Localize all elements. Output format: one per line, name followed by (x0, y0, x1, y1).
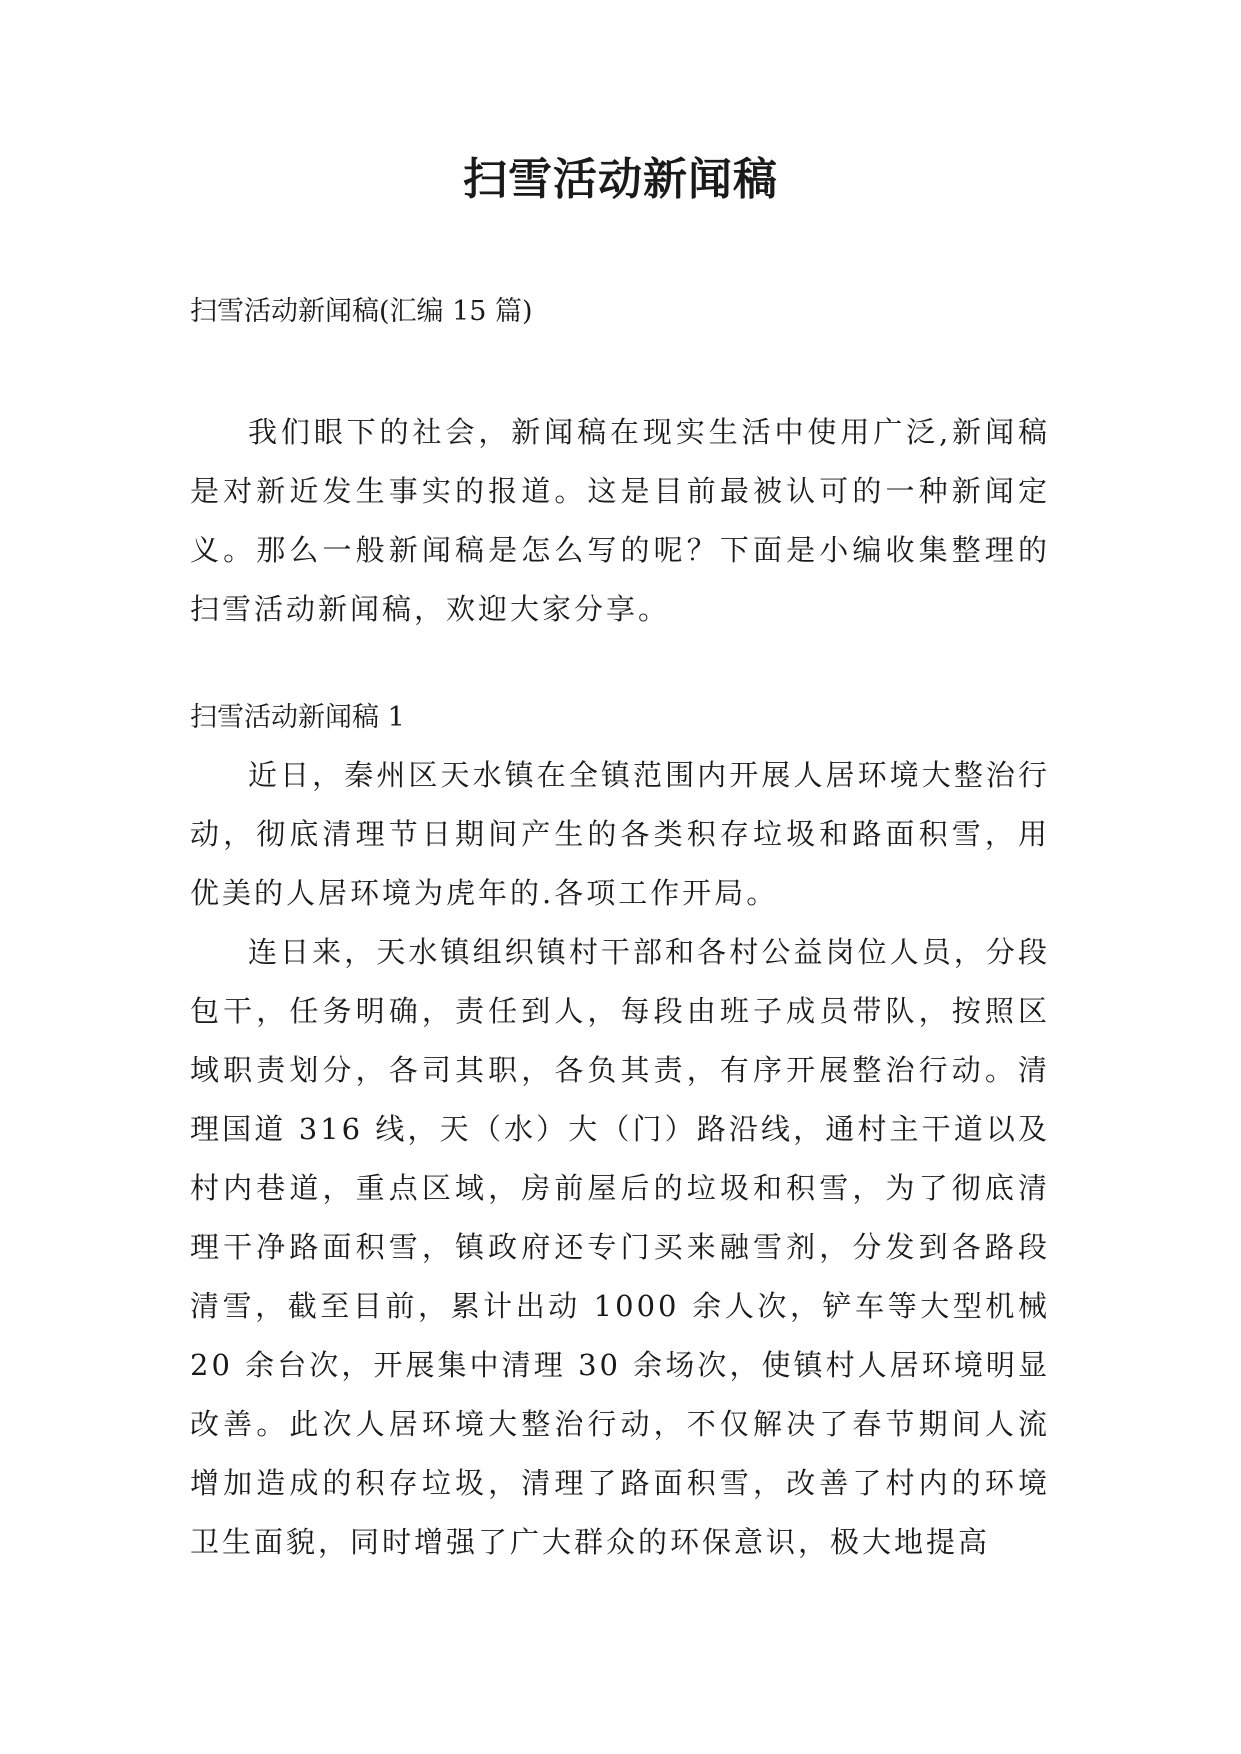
document-subtitle: 扫雪活动新闻稿(汇编 15 篇) (190, 296, 533, 327)
body-paragraph-1: 近日，秦州区天水镇在全镇范围内开展人居环境大整治行动，彻底清理节日期间产生的各类积存垃圾和路面积雪，用优美的人居环境为虎年的.各项工作开局。 (190, 758, 1050, 910)
body-paragraph-2: 连日来，天水镇组织镇村干部和各村公益岗位人员，分段包干，任务明确，责任到人，每段由班子成员带队，按照区域职责划分，各司其职，各负其责，有序开展整治行动。清理国道 316 线，天（水）大（门）路沿线，通村主干道以及村内巷道，重点区域，房前屋后的垃圾和积雪，为了彻底清理干净路面积雪，镇政府还专门买来融雪剂，分发到各路段清雪，截至目前，累计出动 1000 余人次，铲车等大型机械 20 余台次，开展集中清理 30 余场次，使镇村人居环境明显改善。此次人居环境大整治行动，不仅解决了春节期间人流增加造成的积存垃圾，清理了路面积雪，改善了村内的环境卫生面貌，同时增强了广大群众的环保意识，极大地提高 (190, 935, 1050, 1559)
section-heading: 扫雪活动新闻稿 1 (190, 702, 405, 733)
intro-paragraph: 我们眼下的社会，新闻稿在现实生活中使用广泛,新闻稿是对新近发生事实的报道。这是目前最被认可的一种新闻定义。那么一般新闻稿是怎么写的呢？下面是小编收集整理的扫雪活动新闻稿，欢迎大家分享。 (190, 415, 1050, 626)
document-title: 扫雪活动新闻稿 (463, 154, 778, 205)
